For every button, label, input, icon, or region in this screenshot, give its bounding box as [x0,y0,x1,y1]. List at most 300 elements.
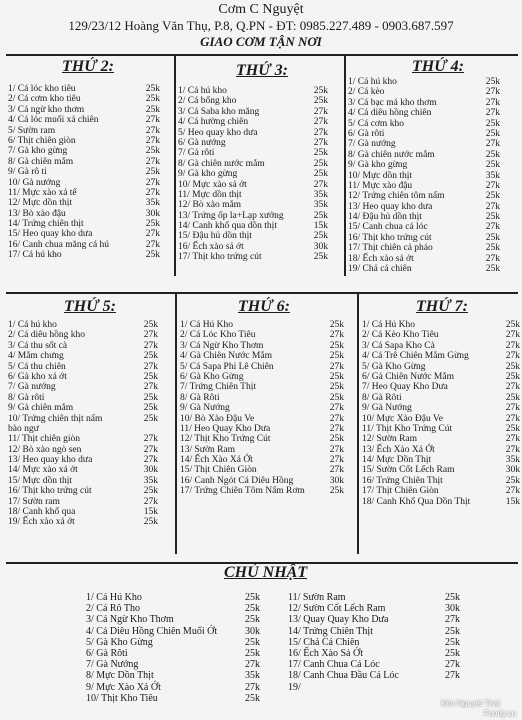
menu-item [8,115,160,125]
menu-item [8,219,160,229]
menu-item-name: bào ngư [8,423,39,434]
menu-item-name: 5/ Cá cơm kho [348,118,404,129]
menu-item-name: 12/ Trứng chiên tôm nấm [348,191,445,202]
menu-item-price: 35k [313,200,328,211]
menu-item [362,497,520,507]
menu-item [348,150,500,160]
menu-item-price: 35k [143,475,158,486]
menu-item-name: 18/ Canh Chua Đầu Cá Lóc [288,670,399,682]
menu-item [288,614,460,625]
menu-item [362,393,520,403]
menu-item-price: 35k [145,198,160,209]
menu-item-name: 4/ Mắm chưng [8,351,64,362]
menu-item-name: 17/ Trứng Chiên Tôm Nấm Rơm [180,486,305,497]
menu-item-name: 13/ Heo quay kho dưa [348,201,433,212]
menu-item-price: 27k [485,139,500,150]
menu-item [362,424,520,434]
menu-item-price: 35k [313,189,328,200]
divider-top [6,54,518,56]
menu-item-name: 17/ Sườn ram [8,496,60,507]
menu-item-price: 30k [505,465,520,476]
menu-item-name: 18/ Canh Khổ Qua Dồn Thịt [362,496,471,507]
menu-item [86,682,260,693]
menu-item-price: 27k [145,239,160,250]
menu-item-price: 27k [313,179,328,190]
menu-item-price: 27k [329,413,344,424]
menu-item-name: 18/ Ếch xào sả ớt [348,253,414,264]
menu-item [288,637,460,648]
menu-item-price: 15k [505,496,520,507]
menu-item [180,476,344,486]
menu-item [8,84,160,94]
menu-item-name: 12/ Bò xào mắm [178,200,242,211]
menu-item [8,393,158,403]
menu-item-price: 27k [145,156,160,167]
menu-item [288,592,460,603]
menu-item-price: 27k [485,87,500,98]
menu-item-name: 15/ Chả Cá Chiên [288,636,360,648]
menu-item-price: 25k [505,371,520,382]
menu-item-name: 14/ Mực xào xả ớt [8,465,78,476]
menu-item [362,414,520,424]
menu-item [8,486,158,496]
menu-item [8,157,160,167]
menu-item-price: 25k [145,219,160,230]
menu-item-price: 35k [505,455,520,466]
menu-item-price: 25k [505,361,520,372]
menu-item [362,341,520,351]
menu-item-price: 35k [485,170,500,181]
menu-item-name: 10/ Bò Xào Đậu Ve [180,413,255,424]
menu-item-name: 16/ Ếch xào sả ớt [178,241,244,252]
menu-item-name: 14/ Đậu hủ dồn thịt [348,212,422,223]
menu-item [288,648,460,659]
menu-item-price: 27k [313,106,328,117]
menu-item-price: 25k [329,371,344,382]
menu-item [288,670,460,681]
address-line: 129/23/12 Hoàng Văn Thụ, P.8, Q.PN - ĐT: 0985.227.489 - 0903.687.597 [68,18,454,33]
menu-item [180,341,344,351]
menu-item-name: 10/ Mực xào sả ớt [178,179,247,190]
menu-item-name: 11/ Thịt chiên giòn [8,434,81,445]
menu-item-price: 27k [313,137,328,148]
menu-item-price: 27k [485,222,500,233]
menu-item [362,330,520,340]
menu-item-name: 4/ Cá Trê Chiên Mắm Gừng [362,351,469,362]
menu-item-price: 27k [143,330,158,341]
menu-item-name: 7/ Gà nướng [348,139,396,150]
menu-item [362,320,520,330]
menu-item [8,229,160,239]
menu-item-name: 7/ Heo Quay Kho Dưa [362,382,448,393]
menu-item-price: 25k [145,146,160,157]
watermark-site: Foody.vn [483,709,516,718]
menu-item-price: 25k [245,692,260,704]
menu-item [178,211,328,221]
menu-item-name: 9/ Gà kho gừng [178,169,238,180]
menu-item [180,486,344,496]
menu-item-name: 7/ Gà nướng [8,382,56,393]
menu-item-name: 8/ Mực Dồn Thịt [86,670,154,682]
menu-item-name: 19/ Chả cá chiên [348,264,412,275]
menu-item-price: 25k [505,392,520,403]
menu-item-price: 27k [445,659,460,671]
heading-friday: THỨ 6: [238,298,290,315]
menu-item [178,107,328,117]
menu-item [8,330,158,340]
menu-item-price: 25k [145,167,160,178]
menu-item-price: 30k [145,208,160,219]
menu-item-price: 27k [329,330,344,341]
menu-item [180,465,344,475]
menu-item-name: 11/ Heo Quay Kho Dưa [180,423,271,434]
menu-item-price: 25k [143,320,158,330]
menu-item-name: 15/ Thịt Chiên Giòn [180,465,257,476]
menu-item [8,178,160,188]
menu-item-name: 5/ Sườn ram [8,125,56,136]
menu-item [8,507,158,517]
menu-item [362,465,520,475]
menu-item-name: 2/ Cá Kèo Kho Tiêu [362,330,439,341]
menu-item [178,96,328,106]
menu-item [8,167,160,177]
menu-item [348,181,500,191]
menu-item [348,264,500,274]
menu-item [180,445,344,455]
menu-item [178,117,328,127]
menu-item [288,659,460,670]
menu-item [362,382,520,392]
menu-item-name: 6/ Gà rôti [348,128,385,139]
menu-item-price: 27k [245,659,260,671]
menu-item-name: 5/ Cá Sapa Phi Lê Chiên [180,361,274,372]
menu-item [348,129,500,139]
menu-item-price: 25k [445,625,460,637]
menu-item-price: 25k [485,118,500,129]
menu-item-price: 25k [245,592,260,603]
menu-item [180,434,344,444]
menu-item [362,362,520,372]
menu-item-price: 25k [485,77,500,87]
menu-item [8,403,158,413]
menu-item [362,403,520,413]
menu-item-name: 1/ Cá Hú Kho [362,320,416,330]
menu-item-name: 7/ Trứng Chiên Thịt [180,382,256,393]
menu-item-price: 27k [485,253,500,264]
menu-item-price: 27k [485,108,500,119]
menu-list-monday [8,84,160,261]
menu-item [86,648,260,659]
menu-item-price: 25k [329,486,344,497]
menu-item-name: 17/ Thịt Chiên Giòn [362,486,439,497]
menu-item [348,108,500,118]
menu-item-name: 11/ Mực xào xả tế [8,187,77,198]
menu-item-price: 25k [445,592,460,603]
menu-item-name: 9/ Gà Nướng [362,403,412,414]
menu-item [178,148,328,158]
menu-item-price: 25k [485,128,500,139]
menu-item [8,146,160,156]
menu-item [8,126,160,136]
menu-item-name: 8/ Gà rôti [8,392,45,403]
menu-item-price: 27k [313,127,328,138]
menu-item-name: 15/ Đậu hủ dồn thịt [178,231,252,242]
menu-item [86,659,260,670]
menu-item [8,476,158,486]
heading-thursday: THỨ 5: [64,298,116,315]
menu-list-thursday [8,320,158,528]
menu-item [288,603,460,614]
menu-item-price: 25k [145,104,160,115]
menu-item [180,393,344,403]
menu-item-price: 27k [505,434,520,445]
menu-item-price: 27k [143,361,158,372]
menu-item-price: 27k [505,330,520,341]
menu-item-price: 25k [143,351,158,362]
menu-item-price: 25k [143,403,158,414]
menu-item-name: 12/ Sườn Cốt Lếch Ram [288,603,386,615]
menu-item [8,445,158,455]
menu-item-name: 1/ Cá Hú Kho [180,320,234,330]
menu-item-price: 27k [143,382,158,393]
menu-item [178,231,328,241]
menu-item [180,330,344,340]
menu-item-price: 30k [313,241,328,252]
menu-item [178,221,328,231]
menu-item-name: 16/ Thịt kho trứng cút [348,232,432,243]
menu-item-name: 8/ Gà Rôti [180,392,220,403]
menu-item-price: 27k [329,423,344,434]
menu-item [8,434,158,444]
menu-item-price: 25k [143,371,158,382]
menu-item-name: 6/ Gà kho xả ớt [8,371,67,382]
menu-item-price: 25k [485,160,500,171]
menu-item-price: 25k [485,212,500,223]
menu-item-price: 15k [143,507,158,518]
menu-item [180,320,344,330]
menu-item-name: 3/ Cá Ngừ Kho Thơm [86,614,174,626]
menu-item-name: 2/ Cá kèo [348,87,385,98]
menu-item [8,198,160,208]
menu-item-price: 30k [329,475,344,486]
menu-item-price: 25k [143,517,158,528]
menu-item [86,603,260,614]
menu-item-price: 27k [143,496,158,507]
menu-item [8,250,160,260]
menu-item-name: 15/ Mực dồn thịt [8,475,72,486]
menu-item-name: 13/ Ếch Xào Xả Ớt [362,444,435,455]
menu-list-sunday-left [86,592,260,704]
menu-item-price: 25k [505,423,520,434]
menu-item [178,180,328,190]
menu-item-name: 11/ Sườn Ram [288,592,346,603]
menu-item [8,240,160,250]
menu-item-name: 8/ Gà chiên nước mắm [348,149,435,160]
menu-item-name: 9/ Gà rô ti [8,167,47,178]
divider-col-1 [174,54,176,276]
divider-middle [6,292,518,294]
menu-item-name: 4/ Cá lóc muối xả chiên [8,115,99,126]
menu-item-price: 25k [313,158,328,169]
menu-item-name: 2/ Cá Lóc Kho Tiêu [180,330,256,341]
menu-item-price: 25k [329,434,344,445]
menu-item-price: 27k [143,455,158,466]
menu-item-name: 12/ Mực dồn thịt [8,198,72,209]
menu-item-name: 14/ Trứng Chiên Thịt [288,625,373,637]
menu-item-price: 25k [143,413,158,424]
menu-item-name: 17/ Cá hú kho [8,250,62,261]
menu-item-price: 27k [505,413,520,424]
menu-item-price: 25k [485,232,500,243]
heading-tuesday: THỨ 3: [236,62,288,79]
menu-item-name: 15/ Sườn Cốt Lếch Ram [362,465,455,476]
menu-item-price: 27k [145,115,160,126]
heading-saturday: THỨ 7: [416,298,468,315]
menu-item-price: 25k [313,96,328,107]
menu-item-price: 27k [313,117,328,128]
menu-item-price: 25k [329,340,344,351]
menu-item-name: 14/ Ếch Xào Xả Ớt [180,455,253,466]
menu-item-price: 25k [329,320,344,330]
menu-item-name: 8/ Gà chiên nước mắm [178,158,265,169]
menu-item-price: 25k [313,86,328,96]
menu-item-price: 15k [313,221,328,232]
menu-item-name: 6/ Gà Rôti [86,647,128,659]
menu-item [288,682,460,693]
menu-item-name: 16/ Trứng Chiên Thịt [362,475,443,486]
heading-wednesday: THỨ 4: [412,58,464,75]
menu-item-name: 13/ Trứng ốp la+Lạp xưởng [178,210,284,221]
menu-item [288,626,460,637]
menu-item-price: 27k [329,465,344,476]
menu-item-name: 14/ Trứng chiên thịt [8,219,84,230]
menu-item-name: 7/ Gà Nướng [86,659,139,671]
menu-item [8,188,160,198]
menu-item [178,252,328,262]
menu-item-name: 10/ Mực dồn thịt [348,170,412,181]
menu-item-name: 3/ Cá Saba kho măng [178,106,260,117]
menu-list-wednesday [348,77,500,274]
menu-item-price: 25k [329,351,344,362]
menu-item-name: 17/ Thịt chiên cả pháo [348,243,433,254]
menu-item-name: 7/ Gà kho gừng [8,146,68,157]
menu-item [178,200,328,210]
menu-item-name: 18/ Canh khổ qua [8,507,76,518]
menu-item [8,497,158,507]
menu-item-price: 27k [485,201,500,212]
menu-item-price: 27k [505,444,520,455]
menu-item-price: 27k [145,135,160,146]
menu-item-price: 27k [143,444,158,455]
menu-item-price: 25k [245,614,260,626]
menu-item [362,351,520,361]
menu-item [178,242,328,252]
menu-item-name: 4/ Gà Chiên Nước Mắm [180,351,272,362]
menu-item-price: 27k [505,340,520,351]
menu-item [8,465,158,475]
menu-item [362,445,520,455]
menu-item-price: 35k [245,670,260,682]
menu-item-name: 10/ Thịt Kho Tiêu [86,692,158,704]
menu-item-price: 25k [313,231,328,242]
menu-item-name: 19/ [288,681,301,693]
menu-item-name: 16/ Canh chua măng cá hú [8,239,110,250]
menu-item-price: 25k [313,148,328,159]
menu-item [348,160,500,170]
menu-item [178,128,328,138]
menu-item-price: 30k [245,625,260,637]
menu-item [8,94,160,104]
menu-item [362,486,520,496]
watermark-author: Kim Nguyệt Thái [441,699,500,708]
menu-item-price: 25k [445,647,460,659]
menu-item-name: 6/ Thịt chiên giòn [8,135,76,146]
menu-item-name: 11/ Mực dồn thịt [178,189,242,200]
menu-item [8,372,158,382]
menu-item-name: 12/ Thịt Kho Trứng Cút [180,434,271,445]
menu-item [8,136,160,146]
menu-item [8,455,158,465]
menu-item-price: 27k [445,614,460,626]
menu-item [8,424,158,434]
menu-item [180,455,344,465]
menu-item-name: 3/ Cá Sapa Kho Cà [362,340,435,351]
menu-item-price: 25k [245,603,260,615]
menu-item [348,119,500,129]
menu-item-price: 27k [485,97,500,108]
menu-item-name: 8/ Gà chiên mắm [8,156,74,167]
menu-item-name: 3/ Cá bạc má kho thơm [348,97,437,108]
menu-item-price: 27k [329,455,344,466]
menu-item-name: 2/ Cá cơm kho tiêu [8,94,81,105]
heading-sunday: CHỦ NHẬT [224,564,308,581]
divider-col-3 [175,292,177,554]
menu-list-saturday [362,320,520,507]
menu-item [180,351,344,361]
menu-item-price: 27k [143,340,158,351]
menu-item-name: 4/ Cá diêu hồng chiên [348,108,432,119]
menu-item-price: 27k [329,403,344,414]
menu-item-name: 12/ Sườn Ram [362,434,418,445]
menu-item-price: 25k [143,392,158,403]
menu-item-price: 27k [329,444,344,455]
menu-item-name: 2/ Cá diêu hồng kho [8,330,86,341]
menu-item [8,320,158,330]
menu-item-price: 30k [445,603,460,615]
menu-item-price: 27k [505,403,520,414]
menu-item [178,138,328,148]
menu-item [86,670,260,681]
menu-item-name: 9/ Gà kho gừng [348,160,408,171]
menu-item [86,592,260,603]
menu-item-price: 25k [485,191,500,202]
menu-item [348,212,500,222]
menu-item-name: 1/ Cá hú kho [178,86,227,96]
menu-item-name: 19/ Ếch xào xả ớt [8,517,75,528]
menu-item [348,233,500,243]
menu-item-price: 25k [145,94,160,105]
menu-item-name: 10/ Trứng chiên thịt nấm [8,413,103,424]
menu-item-price: 25k [245,647,260,659]
menu-item-name: 1/ Cá Hú Kho [86,592,142,603]
menu-item [8,382,158,392]
menu-item [178,190,328,200]
menu-item-price: 27k [505,486,520,497]
menu-item-price: 27k [245,681,260,693]
menu-item [362,476,520,486]
menu-item-price: 30k [143,465,158,476]
menu-item-name: 14/ Mực Dồn Thịt [362,455,432,466]
